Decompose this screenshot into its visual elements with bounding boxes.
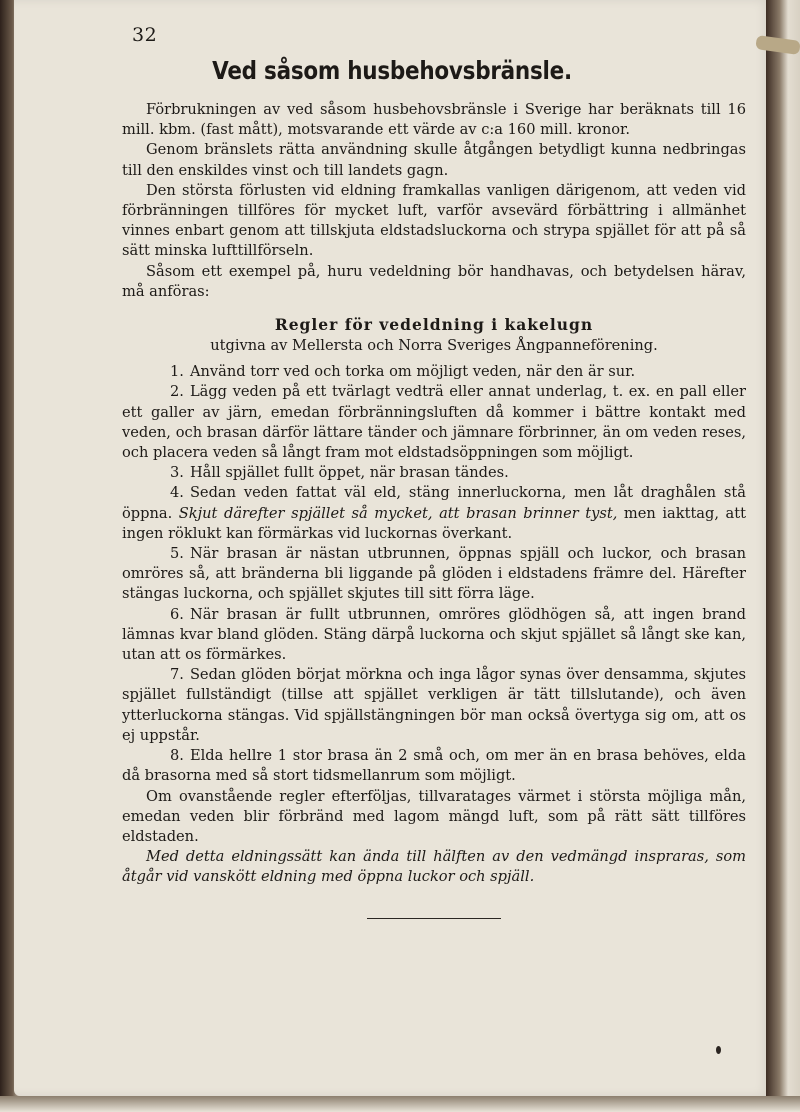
rule-item: 6. När brasan är fullt utbrunnen, omröres glödhögen så, att ingen brand lämnas kvar bland glöden. Stäng därpå luckorna och skjut spjället så långt ske kan, utan att os förmärkes.	[122, 605, 746, 664]
intro-paragraph-3: Den största förlusten vid eldning framkallas vanligen därigenom, att veden vid förbränningen tillföres för mycket luft, varför avsevärd förbättring i allmänhet vinnes enbart genom att tillskjuta eldstadsluckorna och strypa spjället för att på så sätt minska lufttillförseln.	[122, 181, 746, 260]
rule-emphasis: Skjut därefter spjället så mycket, att brasan brinner tyst,	[178, 504, 618, 522]
next-page-edge	[766, 0, 800, 1112]
ink-spot	[716, 1046, 721, 1054]
page-bottom-edge	[0, 1096, 800, 1112]
page-title: Ved såsom husbehovsbränsle.	[212, 56, 572, 85]
rule-item: 2. Lägg veden på ett tvärlagt vedträ eller annat underlag, t. ex. en pall eller ett galler av järn, emedan förbränningsluften då kommer i bättre kontakt med veden, och brasan därför lättare tänder och jämnare förbrinner, än om veden reses, och placera veden så långt fram mot eldstadsöppningen som möjligt.	[122, 383, 746, 462]
closing-paragraph: Med detta eldningssätt kan ända till hälften av den vedmängd inspraras, som åtgår vid vanskött eldning med öppna luckor och spjäll.	[122, 848, 746, 886]
outro-paragraph: Om ovanstående regler efterföljas, tillvaratages värmet i största möjliga mån, emedan veden blir förbränd med lagom mängd luft, som på rätt sätt tillföres eldstaden.	[122, 787, 746, 845]
intro-paragraph-1: Förbrukningen av ved såsom husbehovsbränsle i Sverige har beräknats till 16 mill. kbm. (fast mått), motsvarande ett värde av c:a 160 mill. kronor.	[122, 101, 746, 139]
rule-item: 3. Håll spjället fullt öppet, när brasan tändes.	[170, 464, 509, 482]
rule-item: 4. Sedan veden fattat väl eld, stäng innerluckorna, men låt draghålen stå öppna. Skjut därefter spjället så mycket, att brasan brinner tyst, men iakttag, att ingen röklukt kan förmärkas vid luckornas överkant.	[122, 484, 746, 542]
page-number: 32	[132, 24, 158, 46]
rules-heading: Regler för vedeldning i kakelugn	[274, 315, 594, 335]
book-page	[14, 0, 770, 1096]
intro-paragraph-2: Genom bränslets rätta användning skulle åtgången betydligt kunna nedbringas till den enskildes vinst och till landets gagn.	[122, 141, 746, 179]
rule-item: 1. Använd torr ved och torka om möjligt veden, när den är sur.	[170, 363, 636, 381]
rule-item: 7. Sedan glöden börjat mörkna och inga lågor synas över densamma, skjutes spjället fullständigt (tillse att spjället verkligen är tätt tillslutande), och även ytterluckorna stängas. Vid spjällstängningen bör man också övertyga sig om, att os ej uppstår.	[122, 666, 746, 744]
rule-item: 8. Elda hellre 1 stor brasa än 2 små och, om mer än en brasa behöves, elda då brasorna med så stort tidsmellanrum som möjligt.	[122, 747, 746, 785]
intro-paragraph-4: Såsom ett exempel på, huru vedeldning bör handhavas, och betydelsen härav, må anföras:	[122, 262, 746, 300]
divider-line	[367, 918, 501, 919]
page-body	[122, 100, 746, 919]
rule-item: 5. När brasan är nästan utbrunnen, öppnas spjäll och luckor, och brasan omröres så, att bränderna bli liggande på glöden i eldstadens främre del. Härefter stängas luckorna, och spjället skjutes till sitt förra läge.	[122, 545, 746, 603]
rules-subheading: utgivna av Mellersta och Norra Sveriges Ångpanneförening.	[210, 337, 658, 355]
